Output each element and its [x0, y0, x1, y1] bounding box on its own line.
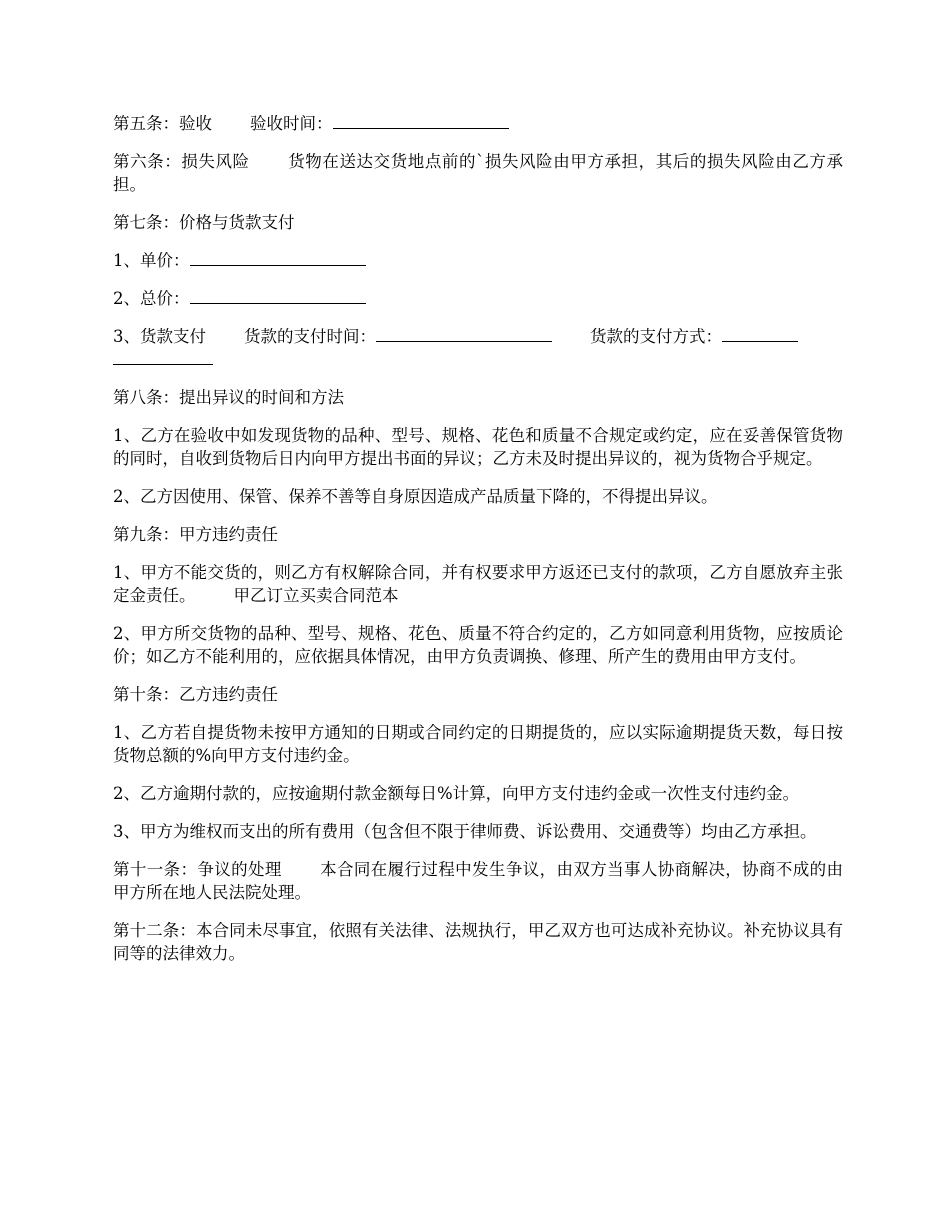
article-6-text: 货物在送达交货地点前的`损失风险由甲方承担，其后的损失风险由乙方承担。: [113, 152, 844, 194]
article-9-item-1: [113, 561, 843, 607]
total-price-line: [113, 287, 843, 310]
payment-method-blank-b[interactable]: [113, 348, 213, 365]
payment-method-blank-a[interactable]: [722, 325, 798, 342]
total-price-label: 2、总价：: [113, 289, 190, 308]
payment-method-label: 货款的支付方式：: [590, 327, 722, 346]
article-5-heading: 第五条：验收: [113, 114, 212, 133]
article-11-text: 本合同在履行过程中发生争议，由双方当事人协商解决，协商不成的由甲方所在地人民法院处理。: [113, 860, 844, 902]
unit-price-blank[interactable]: [190, 249, 366, 266]
contract-page: [113, 112, 843, 980]
payment-time-label: 货款的支付时间：: [244, 327, 376, 346]
article-10-item-3: 3、甲方为维权而支出的所有费用（包含但不限于律师费、诉讼费用、交通费等）均由乙方承担。: [113, 822, 817, 841]
article-9-item-1-note: 甲乙订立买卖合同范本: [233, 586, 399, 605]
unit-price-label: 1、单价：: [113, 251, 190, 270]
article-5: [113, 112, 843, 135]
article-10-item-1: 1、乙方若自提货物未按甲方通知的日期或合同约定的日期提货的，应以实际逾期提货天数，每日按货物总额的%向甲方支付违约金。: [113, 723, 843, 765]
article-9-item-2: 2、甲方所交货物的品种、型号、规格、花色、质量不符合约定的，乙方如同意利用货物，应按质论价；如乙方不能利用的，应依据具体情况，由甲方负责调换、修理、所产生的费用由甲方支付。: [113, 624, 843, 666]
payment-time-blank[interactable]: [376, 325, 552, 342]
article-6-heading: 第六条：损失风险: [113, 152, 250, 171]
article-12: 第十二条：本合同未尽事宜，依照有关法律、法规执行，甲乙双方也可达成补充协议。补充协议具有同等的法律效力。: [113, 921, 843, 963]
article-8-heading: 第八条：提出异议的时间和方法: [113, 388, 344, 407]
article-11: [113, 858, 843, 904]
inspection-time-blank[interactable]: [333, 112, 509, 129]
article-11-heading: 第十一条：争议的处理: [113, 860, 282, 879]
article-10-item-2: 2、乙方逾期付款的，应按逾期付款金额每日%计算，向甲方支付违约金或一次性支付违约金。: [113, 784, 800, 803]
article-10-heading: 第十条：乙方违约责任: [113, 685, 278, 704]
article-8-item-1: 1、乙方在验收中如发现货物的品种、型号、规格、花色和质量不合规定或约定，应在妥善保管货物的同时，自收到货物后日内向甲方提出书面的异议；乙方未及时提出异议的，视为货物合乎规定。: [113, 426, 843, 468]
article-9-item-1-text: 1、甲方不能交货的，则乙方有权解除合同，并有权要求甲方返还已支付的款项，乙方自愿放弃主张定金责任。: [113, 563, 843, 605]
article-7-heading: 第七条：价格与货款支付: [113, 213, 295, 232]
article-9-heading: 第九条：甲方违约责任: [113, 525, 278, 544]
payment-label: 3、货款支付: [113, 327, 206, 346]
total-price-blank[interactable]: [190, 287, 366, 304]
article-6: [113, 150, 843, 196]
payment-line: [113, 325, 843, 371]
inspection-time-label: 验收时间：: [250, 114, 333, 133]
unit-price-line: [113, 249, 843, 272]
article-8-item-2: 2、乙方因使用、保管、保养不善等自身原因造成产品质量下降的，不得提出异议。: [113, 487, 718, 506]
